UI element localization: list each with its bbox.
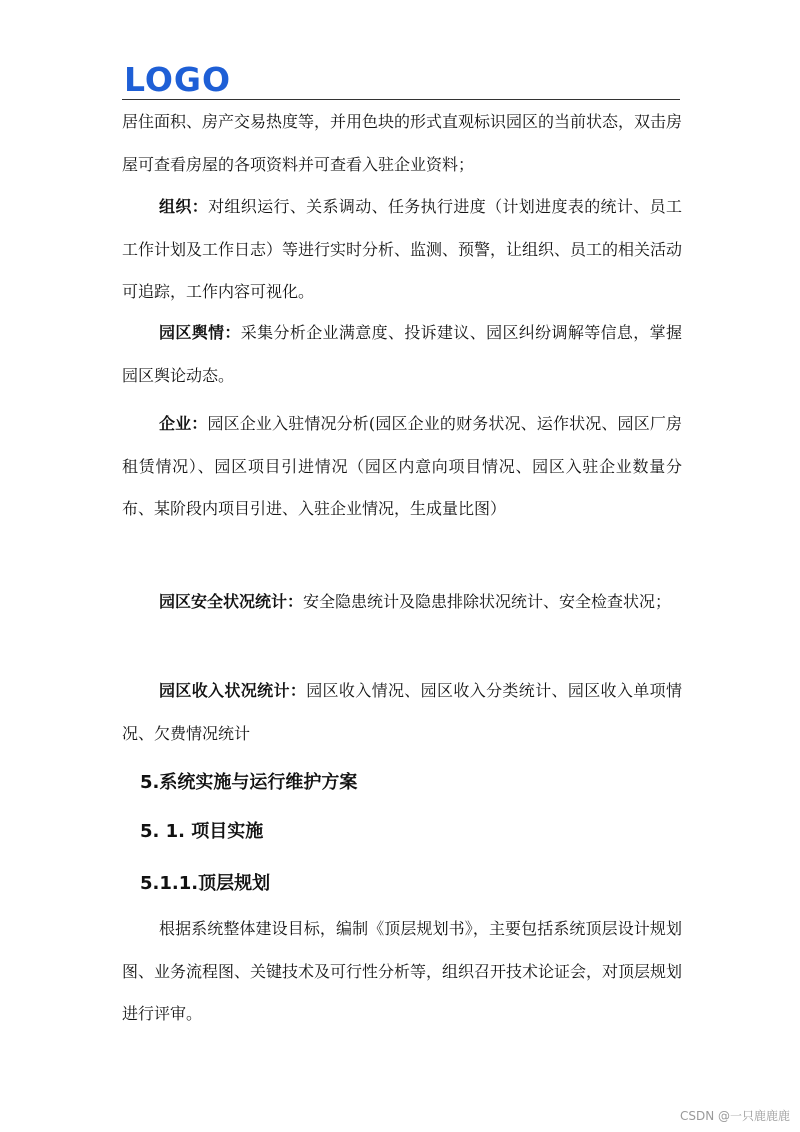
section-heading-5: 5.系统实施与运行维护方案 bbox=[140, 772, 358, 793]
paragraph-label: 园区舆情： bbox=[159, 323, 241, 342]
watermark: CSDN @一只鹿鹿鹿 bbox=[679, 1109, 790, 1123]
section-heading-5-1: 5. 1. 项目实施 bbox=[140, 821, 264, 842]
paragraph-text: 安全隐患统计及隐患排除状况统计、安全检查状况； bbox=[303, 592, 672, 611]
paragraph-safety-stats bbox=[122, 581, 682, 624]
paragraph-text: 根据系统整体建设目标，编制《顶层规划书》，主要包括系统顶层设计规划图、业务流程图、关键技术及可行性分析等，组织召开技术论证会，对顶层规划进行评审。 bbox=[122, 919, 683, 1024]
paragraph-income-stats bbox=[122, 670, 682, 755]
paragraph-enterprise bbox=[122, 403, 682, 531]
section-heading-5-1-1: 5.1.1.顶层规划 bbox=[140, 873, 271, 894]
paragraph-label: 企业： bbox=[159, 414, 208, 433]
paragraph-text: 园区企业入驻情况分析(园区企业的财务状况、运作状况、园区厂房租赁情况）、园区项目引进情况（园区内意向项目情况、园区入驻企业数量分布、某阶段内项目引进、入驻企业情况，生成量比图） bbox=[122, 414, 682, 519]
paragraph-residence-info bbox=[122, 101, 682, 186]
paragraph-text: 园区收入情况、园区收入分类统计、园区收入单项情况、欠费情况统计 bbox=[122, 681, 682, 743]
paragraph-public-opinion bbox=[122, 312, 682, 397]
paragraph-text: 对组织运行、关系调动、任务执行进度（计划进度表的统计、员工工作计划及工作日志）等进行实时分析、监测、预警，让组织、员工的相关活动可追踪，工作内容可视化。 bbox=[122, 197, 683, 302]
paragraph-text: 居住面积、房产交易热度等，并用色块的形式直观标识园区的当前状态，双击房屋可查看房屋的各项资料并可查看入驻企业资料； bbox=[122, 112, 683, 174]
header-divider bbox=[122, 99, 680, 100]
paragraph-label: 组织： bbox=[159, 197, 209, 216]
paragraph-label: 园区收入状况统计： bbox=[159, 681, 307, 700]
paragraph-top-level-planning bbox=[122, 908, 682, 1036]
paragraph-label: 园区安全状况统计： bbox=[159, 592, 304, 611]
paragraph-organization bbox=[122, 186, 682, 314]
paragraph-text: 采集分析企业满意度、投诉建议、园区纠纷调解等信息，掌握园区舆论动态。 bbox=[122, 323, 682, 385]
logo: LOGO bbox=[124, 60, 232, 99]
